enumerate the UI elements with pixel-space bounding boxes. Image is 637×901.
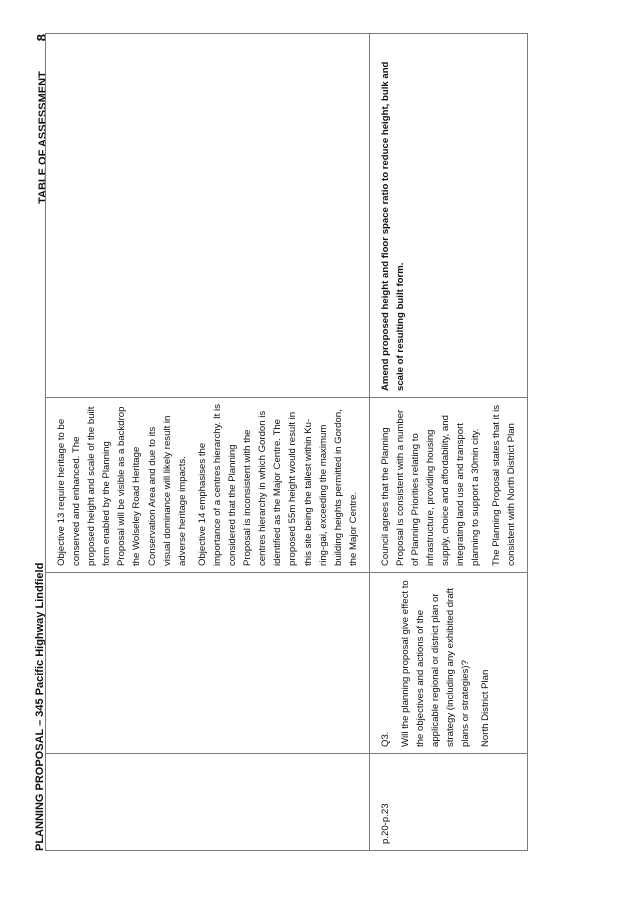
ref-cell: p.20-p.23 [369, 754, 527, 851]
response-cell [369, 398, 527, 573]
section-title: TABLE OF ASSESSMENT [37, 71, 49, 204]
response-paragraph: Objective 13 require heritage to be conserved and enhanced. The proposed height and scale of the built form enabled by the Planning Proposal will be visible as a backdrop the Wolseley Road Heritage Conservation Area and due to its visual dominance will likely result in adverse heritage impacts. [56, 406, 188, 566]
page-number: 8 [34, 34, 49, 42]
page-title: PLANNING PROPOSAL – 345 Pacific Highway Lindfield [34, 562, 46, 851]
question-cell [46, 573, 370, 754]
table-row [46, 34, 370, 851]
response-paragraph: Objective 14 emphasises the importance of a centres hierarchy. It is considered that the Planning Proposal is inconsistent with the centres hierarchy in which Gordon is identified as the Major Centre. The proposed 55m height would result in this site being the tallest within Ku-ring-gai, exceeding the maximum building heights permitted in Gordon, the Major Centre. [196, 404, 359, 566]
response-paragraph: Council agrees that the Planning Proposal is consistent with a number of Planning Priorities relating to infrastructure, providing housing supply, choice and affordability, and integrating land use and transport planning to support a 30min city. [379, 409, 482, 566]
response-paragraph: The Planning Proposal states that it is consistent with North District Plan [490, 404, 517, 566]
recommendation-cell: Amend proposed height and floor space ratio to reduce height, bulk and scale of resulting built form. [369, 34, 527, 398]
ref-cell [46, 754, 370, 851]
question-subject: North District Plan [480, 669, 492, 747]
question-number: Q3. [379, 731, 391, 747]
table-row [369, 34, 527, 851]
recommendation-cell [46, 34, 370, 398]
question-text: Will the planning proposal give effect to the objectives and actions of the applicable regional or district plan or strategy (including any exhibited draft plans or strategies)? [399, 580, 472, 747]
assessment-table [45, 33, 528, 851]
question-cell [369, 573, 527, 754]
response-cell [46, 398, 370, 573]
